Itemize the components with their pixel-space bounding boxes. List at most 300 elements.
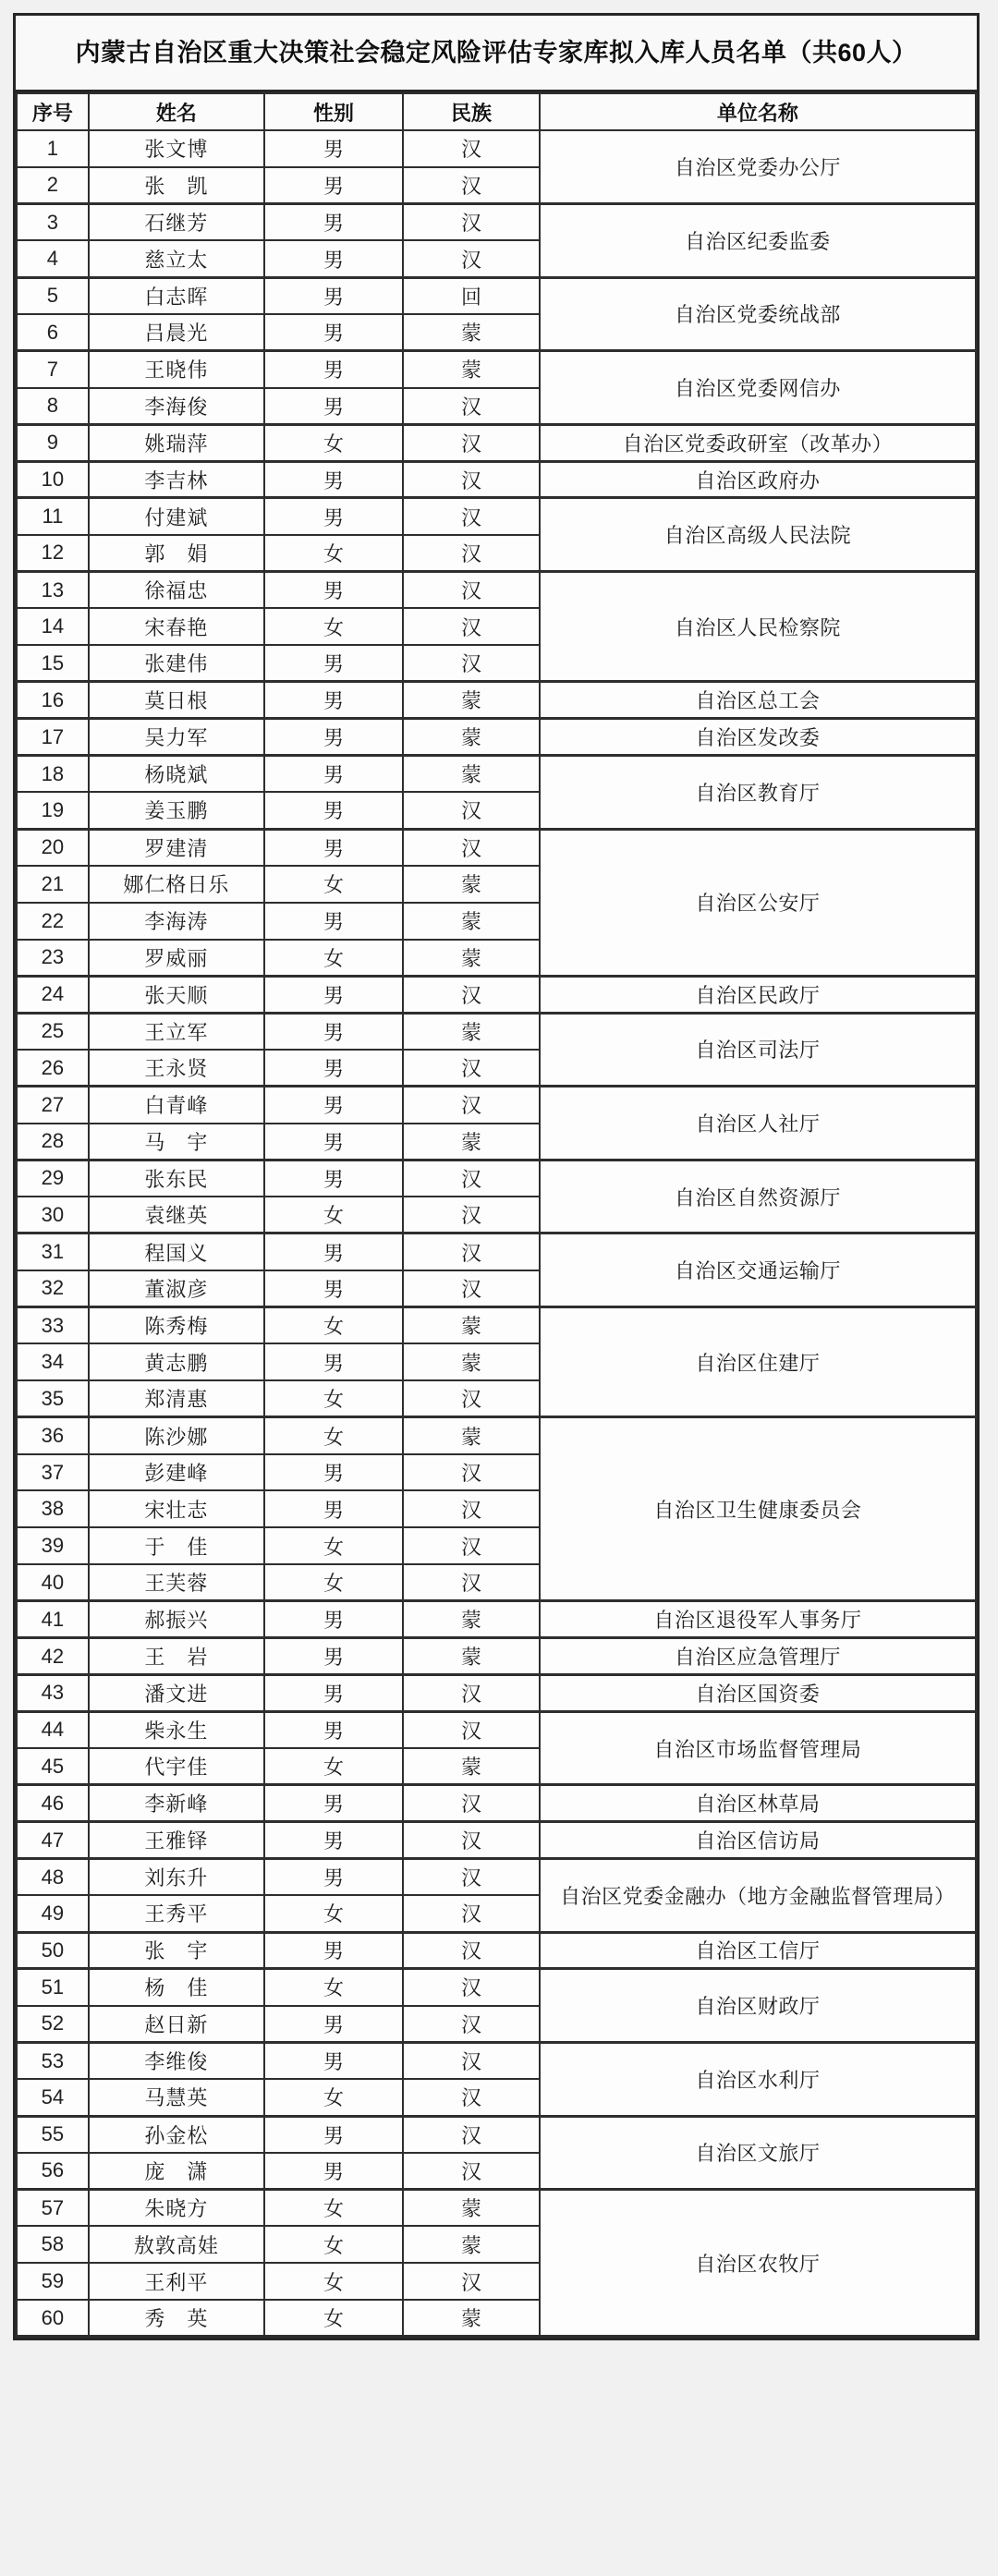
cell-gender: 女	[264, 608, 404, 645]
cell-gender: 女	[264, 2300, 404, 2337]
cell-ethnicity: 汉	[403, 1895, 539, 1932]
cell-gender: 男	[264, 1454, 404, 1491]
cell-ethnicity: 汉	[403, 608, 539, 645]
cell-name: 王立军	[89, 1013, 264, 1050]
cell-name: 罗威丽	[89, 940, 264, 977]
cell-ethnicity: 蒙	[403, 1343, 539, 1380]
cell-gender: 女	[264, 866, 404, 903]
cell-name: 王利平	[89, 2263, 264, 2300]
cell-gender: 男	[264, 314, 404, 351]
cell-name: 莫日根	[89, 682, 264, 719]
cell-gender: 女	[264, 1748, 404, 1785]
cell-ethnicity: 蒙	[403, 1124, 539, 1160]
cell-no: 19	[17, 792, 89, 829]
cell-gender: 男	[264, 1785, 404, 1822]
cell-name: 张 凯	[89, 167, 264, 204]
cell-no: 60	[17, 2300, 89, 2337]
table-row	[17, 829, 976, 866]
cell-unit: 自治区纪委监委	[540, 204, 976, 278]
cell-ethnicity: 汉	[403, 2263, 539, 2300]
cell-ethnicity: 蒙	[403, 351, 539, 388]
cell-unit: 自治区人民检察院	[540, 572, 976, 682]
table-row	[17, 1233, 976, 1270]
cell-ethnicity: 汉	[403, 535, 539, 572]
cell-name: 姜玉鹏	[89, 792, 264, 829]
cell-gender: 男	[264, 2116, 404, 2153]
cell-gender: 男	[264, 1087, 404, 1124]
cell-no: 3	[17, 204, 89, 241]
cell-gender: 男	[264, 498, 404, 535]
cell-gender: 女	[264, 2226, 404, 2263]
cell-name: 程国义	[89, 1233, 264, 1270]
cell-ethnicity: 蒙	[403, 1748, 539, 1785]
cell-unit: 自治区党委政研室（改革办）	[540, 424, 976, 461]
cell-gender: 男	[264, 277, 404, 314]
table-row	[17, 1087, 976, 1124]
cell-gender: 女	[264, 1969, 404, 2006]
cell-no: 14	[17, 608, 89, 645]
cell-name: 陈秀梅	[89, 1307, 264, 1344]
cell-name: 白志晖	[89, 277, 264, 314]
cell-no: 23	[17, 940, 89, 977]
cell-no: 33	[17, 1307, 89, 1344]
cell-ethnicity: 蒙	[403, 682, 539, 719]
cell-no: 25	[17, 1013, 89, 1050]
cell-gender: 男	[264, 1270, 404, 1307]
cell-gender: 男	[264, 167, 404, 204]
cell-ethnicity: 汉	[403, 1822, 539, 1859]
cell-unit: 自治区国资委	[540, 1674, 976, 1711]
cell-no: 50	[17, 1932, 89, 1969]
table-row	[17, 1638, 976, 1675]
cell-no: 13	[17, 572, 89, 609]
cell-no: 55	[17, 2116, 89, 2153]
cell-name: 马 宇	[89, 1124, 264, 1160]
cell-unit: 自治区高级人民法院	[540, 498, 976, 572]
cell-ethnicity: 汉	[403, 498, 539, 535]
cell-ethnicity: 汉	[403, 461, 539, 498]
cell-no: 44	[17, 1711, 89, 1748]
cell-gender: 男	[264, 1711, 404, 1748]
cell-unit: 自治区信访局	[540, 1822, 976, 1859]
cell-no: 32	[17, 1270, 89, 1307]
cell-ethnicity: 汉	[403, 1711, 539, 1748]
cell-gender: 男	[264, 1050, 404, 1087]
cell-unit: 自治区民政厅	[540, 976, 976, 1013]
table-row	[17, 1417, 976, 1454]
cell-no: 17	[17, 719, 89, 756]
cell-gender: 男	[264, 461, 404, 498]
cell-no: 42	[17, 1638, 89, 1675]
cell-name: 娜仁格日乐	[89, 866, 264, 903]
cell-name: 李吉林	[89, 461, 264, 498]
cell-ethnicity: 蒙	[403, 314, 539, 351]
cell-no: 35	[17, 1380, 89, 1417]
roster-table	[16, 92, 977, 2338]
cell-name: 吴力军	[89, 719, 264, 756]
cell-no: 48	[17, 1858, 89, 1895]
cell-gender: 女	[264, 535, 404, 572]
cell-name: 董淑彦	[89, 1270, 264, 1307]
cell-name: 王秀平	[89, 1895, 264, 1932]
cell-name: 孙金松	[89, 2116, 264, 2153]
cell-no: 37	[17, 1454, 89, 1491]
cell-no: 39	[17, 1527, 89, 1564]
cell-no: 49	[17, 1895, 89, 1932]
cell-ethnicity: 汉	[403, 1087, 539, 1124]
table-row	[17, 1601, 976, 1638]
cell-gender: 男	[264, 756, 404, 793]
table-row	[17, 277, 976, 314]
cell-ethnicity: 汉	[403, 1527, 539, 1564]
cell-ethnicity: 蒙	[403, 1638, 539, 1675]
cell-unit: 自治区党委办公厅	[540, 130, 976, 204]
cell-name: 杨晓斌	[89, 756, 264, 793]
header-row	[17, 93, 976, 130]
cell-gender: 男	[264, 1490, 404, 1527]
cell-name: 李海涛	[89, 903, 264, 940]
page-title: 内蒙古自治区重大决策社会稳定风险评估专家库拟入库人员名单（共60人）	[16, 16, 977, 92]
cell-gender: 男	[264, 792, 404, 829]
cell-name: 李维俊	[89, 2042, 264, 2079]
cell-gender: 女	[264, 1527, 404, 1564]
cell-gender: 女	[264, 2263, 404, 2300]
cell-ethnicity: 汉	[403, 1932, 539, 1969]
cell-name: 姚瑞萍	[89, 424, 264, 461]
cell-name: 宋春艳	[89, 608, 264, 645]
cell-no: 34	[17, 1343, 89, 1380]
cell-gender: 男	[264, 829, 404, 866]
cell-ethnicity: 蒙	[403, 1417, 539, 1454]
cell-name: 庞 潇	[89, 2153, 264, 2190]
cell-ethnicity: 汉	[403, 645, 539, 682]
table-header	[17, 93, 976, 130]
cell-ethnicity: 蒙	[403, 2226, 539, 2263]
cell-name: 潘文进	[89, 1674, 264, 1711]
table-row	[17, 204, 976, 241]
cell-name: 黄志鹏	[89, 1343, 264, 1380]
cell-ethnicity: 汉	[403, 1785, 539, 1822]
cell-name: 张天顺	[89, 976, 264, 1013]
table-row	[17, 424, 976, 461]
cell-unit: 自治区林草局	[540, 1785, 976, 1822]
cell-name: 宋壮志	[89, 1490, 264, 1527]
cell-gender: 男	[264, 1601, 404, 1638]
cell-ethnicity: 蒙	[403, 1013, 539, 1050]
cell-unit: 自治区水利厅	[540, 2042, 976, 2116]
cell-ethnicity: 汉	[403, 2153, 539, 2190]
cell-no: 18	[17, 756, 89, 793]
cell-gender: 女	[264, 1197, 404, 1233]
cell-no: 59	[17, 2263, 89, 2300]
cell-ethnicity: 汉	[403, 2042, 539, 2079]
cell-gender: 男	[264, 1160, 404, 1197]
cell-no: 21	[17, 866, 89, 903]
cell-unit: 自治区总工会	[540, 682, 976, 719]
cell-gender: 男	[264, 1124, 404, 1160]
cell-ethnicity: 汉	[403, 1969, 539, 2006]
cell-name: 王晓伟	[89, 351, 264, 388]
table-row	[17, 1822, 976, 1859]
cell-no: 27	[17, 1087, 89, 1124]
table-row	[17, 498, 976, 535]
cell-unit: 自治区党委金融办（地方金融监督管理局）	[540, 1858, 976, 1932]
cell-gender: 男	[264, 130, 404, 167]
cell-gender: 男	[264, 1822, 404, 1859]
cell-ethnicity: 蒙	[403, 2300, 539, 2337]
cell-gender: 男	[264, 976, 404, 1013]
cell-ethnicity: 汉	[403, 424, 539, 461]
cell-ethnicity: 蒙	[403, 940, 539, 977]
column-header-name: 姓名	[89, 93, 264, 130]
cell-unit: 自治区党委网信办	[540, 351, 976, 425]
cell-no: 11	[17, 498, 89, 535]
cell-unit: 自治区退役军人事务厅	[540, 1601, 976, 1638]
roster-sheet	[13, 13, 980, 2340]
cell-no: 43	[17, 1674, 89, 1711]
cell-unit: 自治区司法厅	[540, 1013, 976, 1087]
cell-no: 41	[17, 1601, 89, 1638]
table-row	[17, 1307, 976, 1344]
cell-name: 刘东升	[89, 1858, 264, 1895]
cell-name: 张 宇	[89, 1932, 264, 1969]
table-row	[17, 351, 976, 388]
cell-unit: 自治区交通运输厅	[540, 1233, 976, 1307]
column-header-no: 序号	[17, 93, 89, 130]
cell-no: 4	[17, 240, 89, 277]
cell-name: 杨 佳	[89, 1969, 264, 2006]
cell-no: 36	[17, 1417, 89, 1454]
cell-no: 53	[17, 2042, 89, 2079]
cell-ethnicity: 蒙	[403, 1601, 539, 1638]
cell-unit: 自治区政府办	[540, 461, 976, 498]
cell-ethnicity: 汉	[403, 1490, 539, 1527]
cell-gender: 男	[264, 572, 404, 609]
cell-no: 22	[17, 903, 89, 940]
cell-no: 1	[17, 130, 89, 167]
cell-ethnicity: 汉	[403, 1160, 539, 1197]
cell-name: 郝振兴	[89, 1601, 264, 1638]
cell-ethnicity: 汉	[403, 1197, 539, 1233]
cell-gender: 男	[264, 1932, 404, 1969]
cell-name: 罗建清	[89, 829, 264, 866]
table-row	[17, 1969, 976, 2006]
cell-no: 56	[17, 2153, 89, 2190]
column-header-ethnicity: 民族	[403, 93, 539, 130]
cell-ethnicity: 汉	[403, 976, 539, 1013]
column-header-unit: 单位名称	[540, 93, 976, 130]
cell-gender: 女	[264, 1895, 404, 1932]
table-row	[17, 719, 976, 756]
cell-ethnicity: 蒙	[403, 1307, 539, 1344]
cell-gender: 男	[264, 204, 404, 241]
cell-ethnicity: 汉	[403, 2079, 539, 2116]
table-row	[17, 1711, 976, 1748]
cell-ethnicity: 汉	[403, 829, 539, 866]
cell-ethnicity: 蒙	[403, 756, 539, 793]
cell-no: 51	[17, 1969, 89, 2006]
cell-ethnicity: 汉	[403, 1674, 539, 1711]
cell-name: 王芙蓉	[89, 1564, 264, 1601]
cell-ethnicity: 蒙	[403, 903, 539, 940]
cell-name: 王永贤	[89, 1050, 264, 1087]
cell-name: 王 岩	[89, 1638, 264, 1675]
cell-no: 26	[17, 1050, 89, 1087]
cell-ethnicity: 汉	[403, 1270, 539, 1307]
cell-gender: 男	[264, 2006, 404, 2043]
cell-ethnicity: 汉	[403, 572, 539, 609]
cell-no: 57	[17, 2190, 89, 2227]
cell-name: 秀 英	[89, 2300, 264, 2337]
cell-no: 8	[17, 388, 89, 425]
cell-unit: 自治区住建厅	[540, 1307, 976, 1417]
cell-ethnicity: 汉	[403, 1233, 539, 1270]
cell-ethnicity: 汉	[403, 204, 539, 241]
cell-name: 敖敦高娃	[89, 2226, 264, 2263]
cell-name: 慈立太	[89, 240, 264, 277]
cell-name: 袁继英	[89, 1197, 264, 1233]
cell-ethnicity: 汉	[403, 2006, 539, 2043]
table-body	[17, 130, 976, 2337]
cell-no: 16	[17, 682, 89, 719]
cell-no: 31	[17, 1233, 89, 1270]
cell-gender: 男	[264, 719, 404, 756]
cell-no: 52	[17, 2006, 89, 2043]
cell-ethnicity: 汉	[403, 2116, 539, 2153]
cell-gender: 男	[264, 682, 404, 719]
cell-no: 2	[17, 167, 89, 204]
cell-name: 张文博	[89, 130, 264, 167]
cell-name: 白青峰	[89, 1087, 264, 1124]
table-row	[17, 572, 976, 609]
cell-ethnicity: 汉	[403, 240, 539, 277]
cell-unit: 自治区自然资源厅	[540, 1160, 976, 1233]
cell-name: 徐福忠	[89, 572, 264, 609]
cell-name: 李新峰	[89, 1785, 264, 1822]
cell-name: 代宇佳	[89, 1748, 264, 1785]
cell-gender: 男	[264, 388, 404, 425]
cell-unit: 自治区市场监督管理局	[540, 1711, 976, 1785]
cell-unit: 自治区教育厅	[540, 756, 976, 830]
cell-name: 赵日新	[89, 2006, 264, 2043]
cell-no: 28	[17, 1124, 89, 1160]
cell-no: 7	[17, 351, 89, 388]
cell-name: 吕晨光	[89, 314, 264, 351]
cell-gender: 男	[264, 903, 404, 940]
table-row	[17, 682, 976, 719]
cell-unit: 自治区农牧厅	[540, 2190, 976, 2337]
cell-ethnicity: 汉	[403, 1858, 539, 1895]
table-row	[17, 1160, 976, 1197]
cell-name: 张东民	[89, 1160, 264, 1197]
cell-gender: 男	[264, 645, 404, 682]
table-row	[17, 1785, 976, 1822]
cell-no: 45	[17, 1748, 89, 1785]
cell-unit: 自治区卫生健康委员会	[540, 1417, 976, 1601]
table-row	[17, 976, 976, 1013]
cell-ethnicity: 蒙	[403, 719, 539, 756]
cell-name: 石继芳	[89, 204, 264, 241]
cell-name: 郭 娟	[89, 535, 264, 572]
table-row	[17, 1013, 976, 1050]
cell-gender: 男	[264, 1638, 404, 1675]
cell-gender: 男	[264, 240, 404, 277]
cell-name: 张建伟	[89, 645, 264, 682]
cell-gender: 男	[264, 1233, 404, 1270]
cell-gender: 男	[264, 2153, 404, 2190]
cell-name: 王雅铎	[89, 1822, 264, 1859]
cell-unit: 自治区财政厅	[540, 1969, 976, 2043]
cell-gender: 女	[264, 1380, 404, 1417]
table-row	[17, 130, 976, 167]
cell-name: 朱晓方	[89, 2190, 264, 2227]
cell-ethnicity: 蒙	[403, 2190, 539, 2227]
cell-no: 38	[17, 1490, 89, 1527]
cell-no: 24	[17, 976, 89, 1013]
cell-unit: 自治区党委统战部	[540, 277, 976, 351]
cell-ethnicity: 回	[403, 277, 539, 314]
cell-gender: 男	[264, 1013, 404, 1050]
cell-name: 柴永生	[89, 1711, 264, 1748]
cell-name: 李海俊	[89, 388, 264, 425]
table-row	[17, 1858, 976, 1895]
cell-unit: 自治区公安厅	[540, 829, 976, 976]
cell-no: 29	[17, 1160, 89, 1197]
cell-no: 40	[17, 1564, 89, 1601]
table-row	[17, 2042, 976, 2079]
cell-name: 陈沙娜	[89, 1417, 264, 1454]
column-header-gender: 性别	[264, 93, 404, 130]
cell-gender: 男	[264, 1858, 404, 1895]
cell-name: 于 佳	[89, 1527, 264, 1564]
cell-name: 马慧英	[89, 2079, 264, 2116]
cell-unit: 自治区发改委	[540, 719, 976, 756]
cell-ethnicity: 汉	[403, 1050, 539, 1087]
cell-name: 郑清惠	[89, 1380, 264, 1417]
cell-gender: 女	[264, 2079, 404, 2116]
table-row	[17, 1932, 976, 1969]
table-row	[17, 2116, 976, 2153]
cell-no: 12	[17, 535, 89, 572]
cell-no: 30	[17, 1197, 89, 1233]
cell-no: 9	[17, 424, 89, 461]
cell-gender: 女	[264, 1417, 404, 1454]
cell-unit: 自治区人社厅	[540, 1087, 976, 1160]
cell-gender: 女	[264, 424, 404, 461]
cell-no: 15	[17, 645, 89, 682]
cell-ethnicity: 汉	[403, 792, 539, 829]
cell-no: 58	[17, 2226, 89, 2263]
cell-no: 20	[17, 829, 89, 866]
cell-gender: 男	[264, 1674, 404, 1711]
cell-ethnicity: 汉	[403, 1454, 539, 1491]
cell-gender: 女	[264, 1564, 404, 1601]
cell-name: 彭建峰	[89, 1454, 264, 1491]
cell-no: 10	[17, 461, 89, 498]
cell-gender: 女	[264, 1307, 404, 1344]
cell-ethnicity: 汉	[403, 1380, 539, 1417]
cell-ethnicity: 汉	[403, 167, 539, 204]
cell-gender: 男	[264, 351, 404, 388]
cell-no: 54	[17, 2079, 89, 2116]
cell-ethnicity: 蒙	[403, 866, 539, 903]
cell-no: 46	[17, 1785, 89, 1822]
cell-gender: 女	[264, 2190, 404, 2227]
table-row	[17, 2190, 976, 2227]
cell-ethnicity: 汉	[403, 1564, 539, 1601]
cell-gender: 男	[264, 2042, 404, 2079]
cell-no: 6	[17, 314, 89, 351]
